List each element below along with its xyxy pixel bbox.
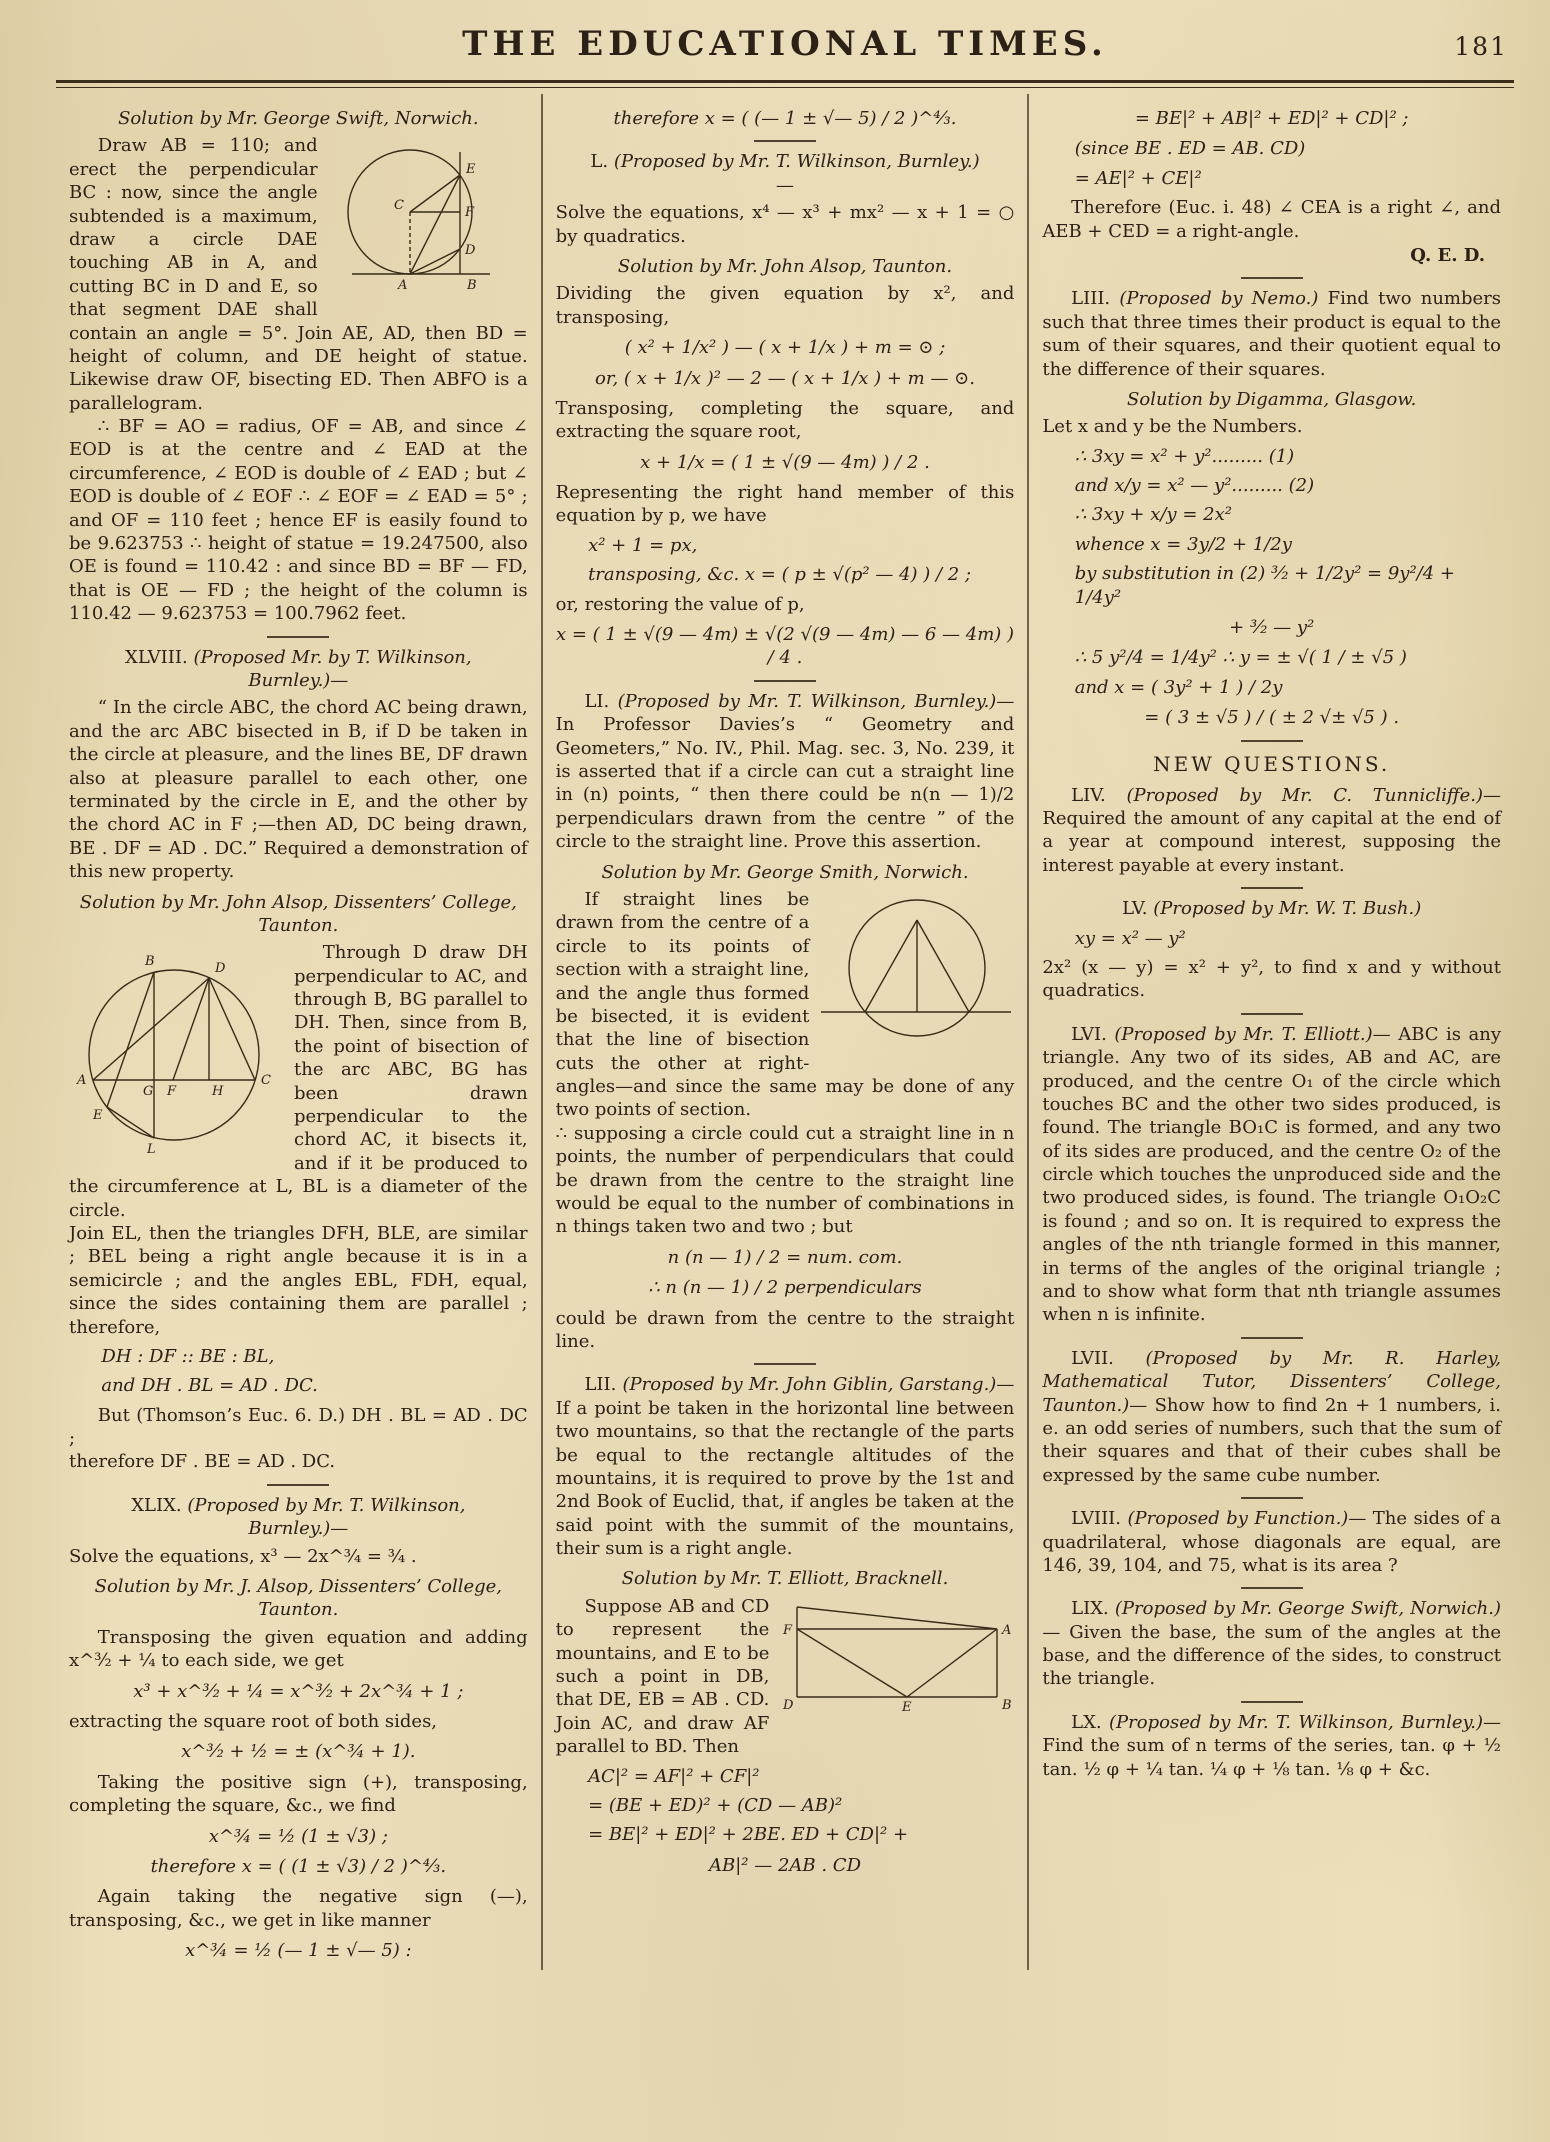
- question-number: LX.: [1071, 1711, 1102, 1733]
- xlix-step-1: Transposing the given equation and adding x^³⁄₂ + ¼ to each side, we get: [69, 1626, 528, 1672]
- section-separator: [754, 1363, 816, 1365]
- figure-label: D: [215, 961, 226, 977]
- lii-continuation-formula-3: = AE|² + CE|²: [1074, 167, 1202, 189]
- l-formula-3: x + 1/x = ( 1 ± √(9 — 4m) ) / 2 .: [640, 451, 930, 473]
- page-number: 181: [1454, 32, 1508, 61]
- li-formula-1: n (n — 1) / 2 = num. com.: [667, 1246, 903, 1268]
- figure-label: E: [465, 162, 476, 178]
- smith-paragraph-1-text: If straight lines be drawn from the centre of a circle to its points of section with a straight line, and the angle thus formed be bisected, it is evident that the line of bisection cuts the other at right-angles—and since the same may be done of any two points of section.: [555, 888, 1015, 1121]
- figure-label: B: [466, 278, 477, 294]
- question-proposer: (Proposed by Mr. C. Tunnicliffe.)—: [1126, 784, 1502, 806]
- question-lix-text: Given the base, the sum of the angles at the base, and the difference of the sides, to construct the triangle.: [1042, 1621, 1502, 1690]
- swift-paragraph-2: ∴ BF = AO = radius, OF = AB, and since ∠ EOD is at the centre and ∠ EAD at the circumference, ∠ EOD is double of ∠ EAD ; but ∠ EOD is double of ∠ EOF ∴ ∠ EOF = ∠ EAD = 5° ; and OF = 110 feet ; hence EF is easily found to be 9.623753 ∴ height of statue = 19.247500, also OE is found = 110.42 : and since BD = BF — FD, that is OE — FD ; the height of the column is 110.42 — 9.623753 = 100.7962 feet.: [69, 416, 528, 625]
- question-proposer: (Proposed by Mr. T. Elliott.)—: [1114, 1023, 1391, 1045]
- question-liv: [1042, 784, 1501, 878]
- question-lviii: [1042, 1507, 1501, 1577]
- question-proposer: (Proposed by Mr. John Giblin, Garstang.)—: [622, 1374, 1015, 1396]
- liii-formula-3: ∴ 3xy + x/y = 2x²: [1074, 504, 1232, 526]
- section-separator: [1241, 1013, 1303, 1015]
- alsop-paragraph-4: therefore DF . BE = AD . DC.: [69, 1451, 336, 1473]
- swift-paragraph-1-text: Draw AB = 110; and erect the perpendicular BC : now, since the angle subtended is a maximum, draw a circle DAE touching AB in A, and cutting BC in D and E, so that segment DAE shall contain an angle = 5°. Join AE, AD, then BD = height of column, and DE height of statue. Likewise draw OF, bisecting ED. Then ABFO is a parallelogram.: [69, 135, 528, 414]
- question-lx-text: Find the sum of n terms of the series, tan. φ + ½ tan. ½ φ + ¼ tan. ¼ φ + ⅛ tan. ⅛ φ + &c.: [1042, 1735, 1502, 1780]
- section-separator: [754, 140, 816, 142]
- question-lv-body: 2x² (x — y) = x² + y², to find x and y without quadratics.: [1042, 956, 1502, 1002]
- solution-head-smith: Solution by Mr. George Smith, Norwich.: [601, 861, 969, 883]
- question-l-head: [582, 150, 989, 197]
- xlix-step-2: extracting the square root of both sides,: [69, 1711, 438, 1732]
- question-lvi-text: ABC is any triangle. Any two of its sides, AB and AC, are produced, and the centre O₁ of the circle which touches BC and the other two sides produced, is found. The triangle BO₁C is formed, and any two of its sides are produced, and the centre O₂ of the circle which touches the unproduced side and the two produced sides, is found. The triangle O₁O₂C is found ; and so on. It is required to express the angles of the nth triangle formed in this manner, in terms of the angles of the original triangle ; and to show what form that nth triangle assumes when n is infinite.: [1042, 1023, 1502, 1326]
- figure-label: L: [147, 1142, 156, 1158]
- question-xlviii-body: “ In the circle ABC, the chord AC being drawn, and the arc ABC bisected in B, if D be taken in the circle at pleasure, and the lines BE, DF drawn also at pleasure parallel to each other, one terminated by the circle in E, and the other by the chord AC in F ;—then AD, DC being drawn, BE . DF = AD . DC.” Required a demonstration of this new property.: [69, 697, 528, 883]
- swift-paragraph-1: [69, 134, 528, 415]
- lii-formula-3: = BE|² + ED|² + 2BE. ED + CD|² +: [588, 1824, 909, 1846]
- question-proposer: (Proposed by Mr. George Swift, Norwich.)—: [1042, 1598, 1502, 1643]
- question-number: L.: [590, 151, 609, 173]
- smith-circle-figure: [819, 890, 1014, 1050]
- masthead: [56, 24, 1514, 76]
- figure-label: F: [783, 1622, 793, 1638]
- li-formula-2: ∴ n (n — 1) / 2 perpendiculars: [648, 1277, 922, 1299]
- question-lii: [556, 1373, 1015, 1560]
- question-lii-text: If a point be taken in the horizontal line between two mountains, so that the rectangle of the parts be equal to the rectangle altitudes of the mountains, it is required to prove by the 1st and 2nd Book of Euclid, that, if angles be taken at the said point with the summit of the mountains, their sum is a right angle.: [555, 1397, 1015, 1560]
- l-formula-2: or, ( x + 1/x )² — 2 — ( x + 1/x ) + m — ⊙.: [595, 367, 975, 389]
- question-number: LV.: [1122, 898, 1148, 920]
- xlix-formula-5: x^¾ = ½ (— 1 ± √— 5) :: [185, 1940, 412, 1962]
- lii-formula-1: AC|² = AF|² + CF|²: [588, 1765, 760, 1787]
- section-separator: [267, 636, 329, 638]
- section-separator: [1241, 887, 1303, 889]
- question-lviii-text: The sides of a quadrilateral, whose diagonals are equal, are 146, 39, 104, and 75, what is its area ?: [1042, 1508, 1502, 1576]
- header-double-rule: [56, 80, 1514, 88]
- section-separator: [1241, 1701, 1303, 1703]
- question-number: LVIII.: [1071, 1508, 1122, 1530]
- question-proposer: (Proposed by Mr. T. Wilkinson, Burnley.)—: [617, 690, 1015, 712]
- question-liii: [1042, 287, 1501, 381]
- alsop-paragraph-2: Join EL, then the triangles DFH, BLE, are similar ; BEL being a right angle because it is in a semicircle ; and the angles EBL, FDH, equal, since the sides containing them are parallel ; therefore,: [69, 1222, 528, 1338]
- figure-label: B: [1002, 1697, 1012, 1713]
- liii-formula-6: + ³⁄₂ — y²: [1229, 617, 1315, 639]
- question-liv-text: Required the amount of any capital at the end of a year at compound interest, supposing the interest payable at every instant.: [1042, 807, 1502, 876]
- lii-conclusion: Therefore (Euc. i. 48) ∠ CEA is a right ∠, and AEB + CED = a right-angle.: [1042, 197, 1502, 242]
- solution-head-digamma: Solution by Digamma, Glasgow.: [1127, 388, 1417, 410]
- question-proposer: (Proposed by Mr. T. Wilkinson, Burnley.)—: [1109, 1711, 1502, 1733]
- alsop-formula-2: and DH . BL = AD . DC.: [101, 1375, 318, 1397]
- question-lv-formula: xy = x² — y²: [1074, 927, 1186, 949]
- figure-label: A: [77, 1073, 87, 1089]
- column-3: [1027, 94, 1514, 1970]
- section-separator: [1241, 740, 1303, 742]
- l-formula-5: transposing, &c. x = ( p ± √(p² — 4) ) / 2 ;: [588, 564, 972, 586]
- xlix-step-3: Taking the positive sign (+), transposing, completing the square, &c., we find: [69, 1771, 528, 1817]
- liii-formula-1: ∴ 3xy = x² + y²......... (1): [1074, 445, 1295, 467]
- lii-continuation-formula-2: (since BE . ED = AB. CD): [1074, 138, 1306, 160]
- solution-head-swift: Solution by Mr. George Swift, Norwich.: [118, 108, 479, 129]
- elliott-paragraph-1: [556, 1595, 1015, 1759]
- question-liii-text: Find two numbers such that three times their product is equal to the sum of their squares, and their quotient equal to the difference of their squares.: [1042, 288, 1502, 380]
- question-number: LIII.: [1071, 288, 1111, 310]
- xlix-step-4: Again taking the negative sign (—), transposing, &c., we get in like manner: [69, 1886, 528, 1931]
- question-xlix-head: [95, 1494, 502, 1541]
- question-xlix-body: Solve the equations, x³ — 2x^¾ = ¾ .: [69, 1545, 417, 1567]
- swift-circle-figure: [328, 136, 528, 294]
- question-lvii: [1042, 1347, 1501, 1487]
- question-xlviii-head: [95, 646, 502, 693]
- lii-continuation-formula-1: = BE|² + AB|² + ED|² + CD|² ;: [1134, 108, 1409, 129]
- alsop-circle-figure: [69, 945, 284, 1157]
- solution-head-j-alsop: Solution by Mr. J. Alsop, Dissenters’ College, Taunton.: [94, 1576, 503, 1621]
- question-proposer: (Proposed by Function.)—: [1127, 1508, 1367, 1530]
- liii-formula-8: and x = ( 3y² + 1 ) / 2y: [1074, 676, 1283, 698]
- xlix-formula-1: x³ + x^³⁄₂ + ¼ = x^³⁄₂ + 2x^¾ + 1 ;: [133, 1680, 464, 1702]
- question-proposer: (Proposed by Nemo.): [1119, 288, 1319, 310]
- xlix-formula-2: x^³⁄₂ + ½ = ± (x^¾ + 1).: [181, 1741, 416, 1763]
- xlix-continuation-formula: therefore x = ( (— 1 ± √— 5) / 2 )^⁴⁄₃.: [613, 108, 957, 129]
- xlix-formula-4: therefore x = ( (1 ± √3) / 2 )^⁴⁄₃.: [150, 1855, 447, 1877]
- figure-label: C: [261, 1073, 271, 1089]
- question-number: XLIX.: [131, 1494, 182, 1516]
- question-number: LIX.: [1071, 1598, 1109, 1620]
- question-number: XLVIII.: [125, 646, 188, 668]
- l-step-3: Representing the right hand member of this equation by p, we have: [555, 482, 1015, 527]
- section-separator: [1241, 1497, 1303, 1499]
- question-proposer: (Proposed by Mr. W. T. Bush.): [1153, 898, 1422, 920]
- figure-label: A: [397, 278, 408, 294]
- section-separator: [754, 680, 816, 682]
- question-lx: [1042, 1711, 1501, 1781]
- figure-label: E: [93, 1108, 103, 1124]
- liii-formula-9: = ( 3 ± √5 ) / ( ± 2 √± √5 ) .: [1144, 707, 1400, 729]
- l-step-1: Dividing the given equation by x², and transposing,: [555, 283, 1015, 328]
- question-number: LIV.: [1071, 784, 1106, 806]
- alsop-circle-geometry: [89, 970, 259, 1140]
- figure-label: B: [145, 954, 155, 970]
- solution-head-alsop: Solution by Mr. John Alsop, Dissenters’ College, Taunton.: [79, 891, 517, 936]
- question-li-text: In Professor Davies’s “ Geometry and Geometers,” No. IV., Phil. Mag. sec. 3, No. 239, it is asserted that if a circle can cut a straight line in (n) points, “ then there could be n(n — 1)/2 perpendiculars drawn from the centre ” of the circle to the straight line. Prove this assertion.: [555, 714, 1015, 853]
- smith-paragraph-2: ∴ supposing a circle could cut a straight line in n points, the number of perpendiculars that could be drawn from the centre to the straight line would be equal to the number of combinations in n things taken two and two ; but: [555, 1122, 1015, 1238]
- elliott-paragraph-1-text: Suppose AB and CD to represent the mountains, and E to be such a point in DB, that DE, EB = AB . CD. Join AC, and draw AF parallel to BD. Then: [555, 1595, 770, 1758]
- question-proposer: (Proposed by Mr. R. Harley, Mathematical Tutor, Dissenters’ College, Taunton.)—: [1042, 1347, 1502, 1416]
- elliott-mountains-figure: [779, 1597, 1014, 1713]
- three-column-layout: [56, 94, 1514, 1970]
- question-proposer: (Proposed Mr. by T. Wilkinson, Burnley.)—: [193, 646, 472, 691]
- alsop-formula-1: DH : DF :: BE : BL,: [101, 1345, 275, 1367]
- question-proposer: (Proposed by Mr. T. Wilkinson, Burnley.)—: [613, 151, 980, 196]
- liii-formula-4: whence x = 3y/2 + 1/2y: [1074, 533, 1292, 555]
- figure-label: H: [212, 1084, 224, 1100]
- xlix-formula-3: x^¾ = ½ (1 ± √3) ;: [208, 1825, 388, 1847]
- l-formula-4: x² + 1 = px,: [588, 534, 698, 556]
- question-lvi: [1042, 1023, 1501, 1327]
- alsop-paragraph-1: [69, 941, 528, 1222]
- lii-formula-2: = (BE + ED)² + (CD — AB)²: [588, 1795, 843, 1816]
- liii-formula-5: by substitution in (2) ³⁄₂ + 1/2y² = 9y²/4 + 1/4y²: [1074, 563, 1455, 608]
- question-lix: [1042, 1597, 1501, 1691]
- question-number: LI.: [584, 690, 610, 712]
- smith-paragraph-1: [556, 888, 1015, 1122]
- section-separator: [1241, 277, 1303, 279]
- question-proposer: (Proposed by Mr. T. Wilkinson, Burnley.)—: [187, 1494, 466, 1540]
- figure-label: D: [783, 1697, 794, 1713]
- figure-label: G: [143, 1084, 154, 1100]
- l-step-4: or, restoring the value of p,: [555, 593, 805, 615]
- question-lvii-text: Show how to find 2n + 1 numbers, i. e. an odd series of numbers, such that the sum of their squares and that of their cubes shall be expressed by the same cube number.: [1042, 1394, 1502, 1486]
- question-number: LVII.: [1071, 1347, 1114, 1369]
- column-2: [541, 94, 1028, 1970]
- solution-head-alsop-taunton: Solution by Mr. John Alsop, Taunton.: [617, 255, 953, 277]
- section-separator: [1241, 1337, 1303, 1339]
- new-questions-heading: NEW QUESTIONS.: [1153, 751, 1391, 776]
- qed-label: Q. E. D.: [1410, 244, 1486, 266]
- figure-label: C: [393, 198, 404, 214]
- liii-step-1: Let x and y be the Numbers.: [1042, 416, 1303, 438]
- figure-label: A: [1002, 1622, 1012, 1638]
- question-number: LVI.: [1071, 1023, 1107, 1045]
- section-separator: [1241, 1587, 1303, 1589]
- smith-paragraph-3: could be drawn from the centre to the straight line.: [555, 1307, 1015, 1352]
- alsop-paragraph-1-text: Through D draw DH perpendicular to AC, and through B, BG parallel to DH. Then, since from B, the point of bisection of the arc ABC, BG has been drawn perpendicular to the chord AC, it bisects it, and if it be produced to the circumference at L, BL is a diameter of the circle.: [69, 942, 528, 1221]
- solution-head-elliott: Solution by Mr. T. Elliott, Bracknell.: [621, 1568, 949, 1590]
- l-step-2: Transposing, completing the square, and extracting the square root,: [555, 397, 1015, 443]
- figure-label: E: [902, 1699, 912, 1713]
- l-formula-6: x = ( 1 ± √(9 — 4m) ± √(2 √(9 — 4m) — 6 — 4m) ) / 4 .: [555, 624, 1015, 669]
- liii-formula-2: and x/y = x² — y²......... (2): [1074, 475, 1315, 497]
- elliott-mountains-geometry: [797, 1607, 997, 1697]
- alsop-paragraph-3: But (Thomson’s Euc. 6. D.) DH . BL = AD . DC ;: [69, 1404, 528, 1450]
- question-l-body: Solve the equations, x⁴ — x³ + mx² — x + 1 = ○ by quadratics.: [555, 202, 1015, 247]
- question-number: LII.: [584, 1374, 617, 1396]
- question-lv-head: [1068, 897, 1475, 920]
- column-1: [56, 94, 541, 1970]
- lii-formula-4: AB|² — 2AB . CD: [709, 1854, 861, 1876]
- figure-label: F: [167, 1084, 177, 1100]
- liii-formula-7: ∴ 5 y²/4 = 1/4y² ∴ y = ± √( 1 / ± √5 ): [1074, 647, 1407, 669]
- question-li: [556, 690, 1015, 854]
- page-title: THE EDUCATIONAL TIMES.: [462, 24, 1108, 64]
- figure-label: F: [464, 205, 474, 221]
- l-formula-1: ( x² + 1/x² ) — ( x + 1/x ) + m = ⊙ ;: [624, 337, 946, 359]
- section-separator: [267, 1484, 329, 1486]
- figure-label: D: [464, 243, 476, 259]
- smith-circle-geometry: [821, 900, 1011, 1036]
